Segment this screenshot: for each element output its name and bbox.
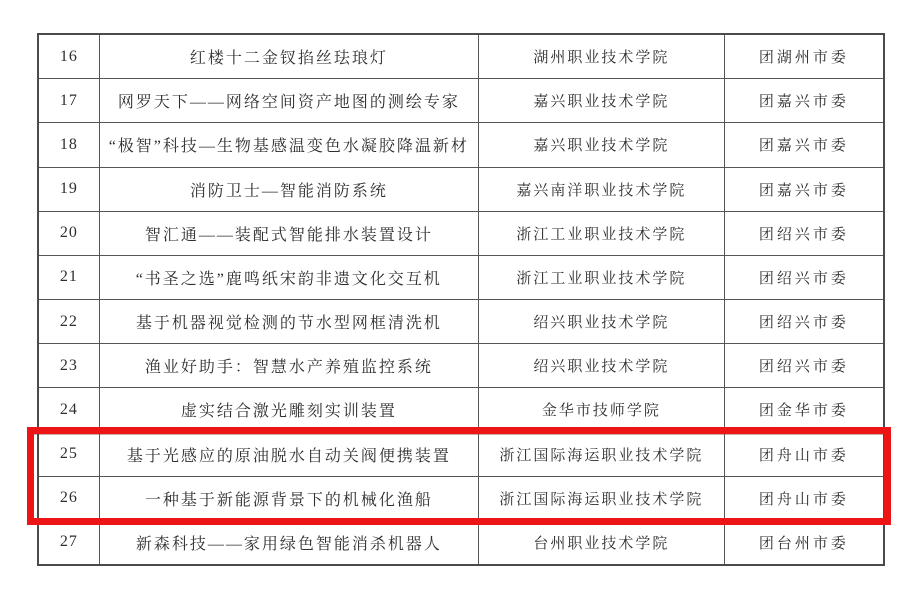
cell-school-name: 嘉兴南洋职业技术学院	[478, 168, 724, 211]
cell-project-name: 消防卫士—智能消防系统	[99, 168, 478, 211]
cell-school-name: 浙江国际海运职业技术学院	[478, 477, 724, 520]
cell-school-name: 绍兴职业技术学院	[478, 344, 724, 387]
cell-committee-name: 团绍兴市委	[724, 256, 883, 299]
cell-project-name: 基于光感应的原油脱水自动关阀便携装置	[99, 433, 478, 476]
cell-committee-name: 团绍兴市委	[724, 344, 883, 387]
cell-project-name: 红楼十二金钗掐丝珐琅灯	[99, 35, 478, 78]
cell-project-name: “书圣之选”鹿鸣纸宋韵非遗文化交互机	[99, 256, 478, 299]
cell-row-number: 25	[59, 445, 78, 463]
cell-committee-name: 团绍兴市委	[724, 212, 883, 255]
cell-row-number: 27	[59, 533, 78, 551]
cell-project-name: 渔业好助手：智慧水产养殖监控系统	[99, 344, 478, 387]
cell-row-number: 20	[59, 224, 78, 242]
table-row	[39, 211, 883, 255]
table-row	[39, 520, 883, 564]
cell-row-number: 17	[59, 91, 78, 109]
table-row	[39, 122, 883, 166]
cell-row-number: 23	[59, 356, 78, 374]
cell-school-name: 嘉兴职业技术学院	[478, 79, 724, 122]
table-row	[39, 299, 883, 343]
cell-school-name: 浙江工业职业技术学院	[478, 256, 724, 299]
cell-school-name: 绍兴职业技术学院	[478, 300, 724, 343]
cell-committee-name: 团湖州市委	[724, 35, 883, 78]
projects-table	[37, 33, 885, 566]
table-row	[39, 255, 883, 299]
cell-committee-name: 团绍兴市委	[724, 300, 883, 343]
cell-row-number: 24	[59, 400, 78, 418]
table-row	[39, 35, 883, 78]
cell-school-name: 浙江工业职业技术学院	[478, 212, 724, 255]
cell-row-number: 18	[59, 135, 78, 153]
cell-row-number: 26	[59, 489, 78, 507]
cell-school-name: 嘉兴职业技术学院	[478, 123, 724, 166]
table-row	[39, 343, 883, 387]
cell-committee-name: 团嘉兴市委	[724, 79, 883, 122]
cell-project-name: 新森科技——家用绿色智能消杀机器人	[99, 521, 478, 564]
cell-school-name: 金华市技师学院	[478, 388, 724, 431]
cell-committee-name: 团舟山市委	[724, 477, 883, 520]
cell-committee-name: 团台州市委	[724, 521, 883, 564]
cell-row-number: 21	[59, 268, 78, 286]
cell-committee-name: 团嘉兴市委	[724, 168, 883, 211]
cell-committee-name: 团舟山市委	[724, 433, 883, 476]
cell-project-name: “极智”科技—生物基感温变色水凝胶降温新材	[99, 123, 478, 166]
cell-school-name: 台州职业技术学院	[478, 521, 724, 564]
cell-school-name: 湖州职业技术学院	[478, 35, 724, 78]
cell-project-name: 网罗天下——网络空间资产地图的测绘专家	[99, 79, 478, 122]
cell-row-number: 22	[59, 312, 78, 330]
table-row	[39, 78, 883, 122]
cell-row-number: 16	[59, 47, 78, 65]
cell-row-number: 19	[59, 180, 78, 198]
cell-project-name: 虚实结合激光雕刻实训装置	[99, 388, 478, 431]
cell-project-name: 基于机器视觉检测的节水型网框清洗机	[99, 300, 478, 343]
table-row	[39, 476, 883, 520]
table-row	[39, 387, 883, 431]
table-row	[39, 167, 883, 211]
cell-school-name: 浙江国际海运职业技术学院	[478, 433, 724, 476]
cell-project-name: 智汇通——装配式智能排水装置设计	[99, 212, 478, 255]
cell-project-name: 一种基于新能源背景下的机械化渔船	[99, 477, 478, 520]
cell-committee-name: 团嘉兴市委	[724, 123, 883, 166]
table-row	[39, 432, 883, 476]
cell-committee-name: 团金华市委	[724, 388, 883, 431]
